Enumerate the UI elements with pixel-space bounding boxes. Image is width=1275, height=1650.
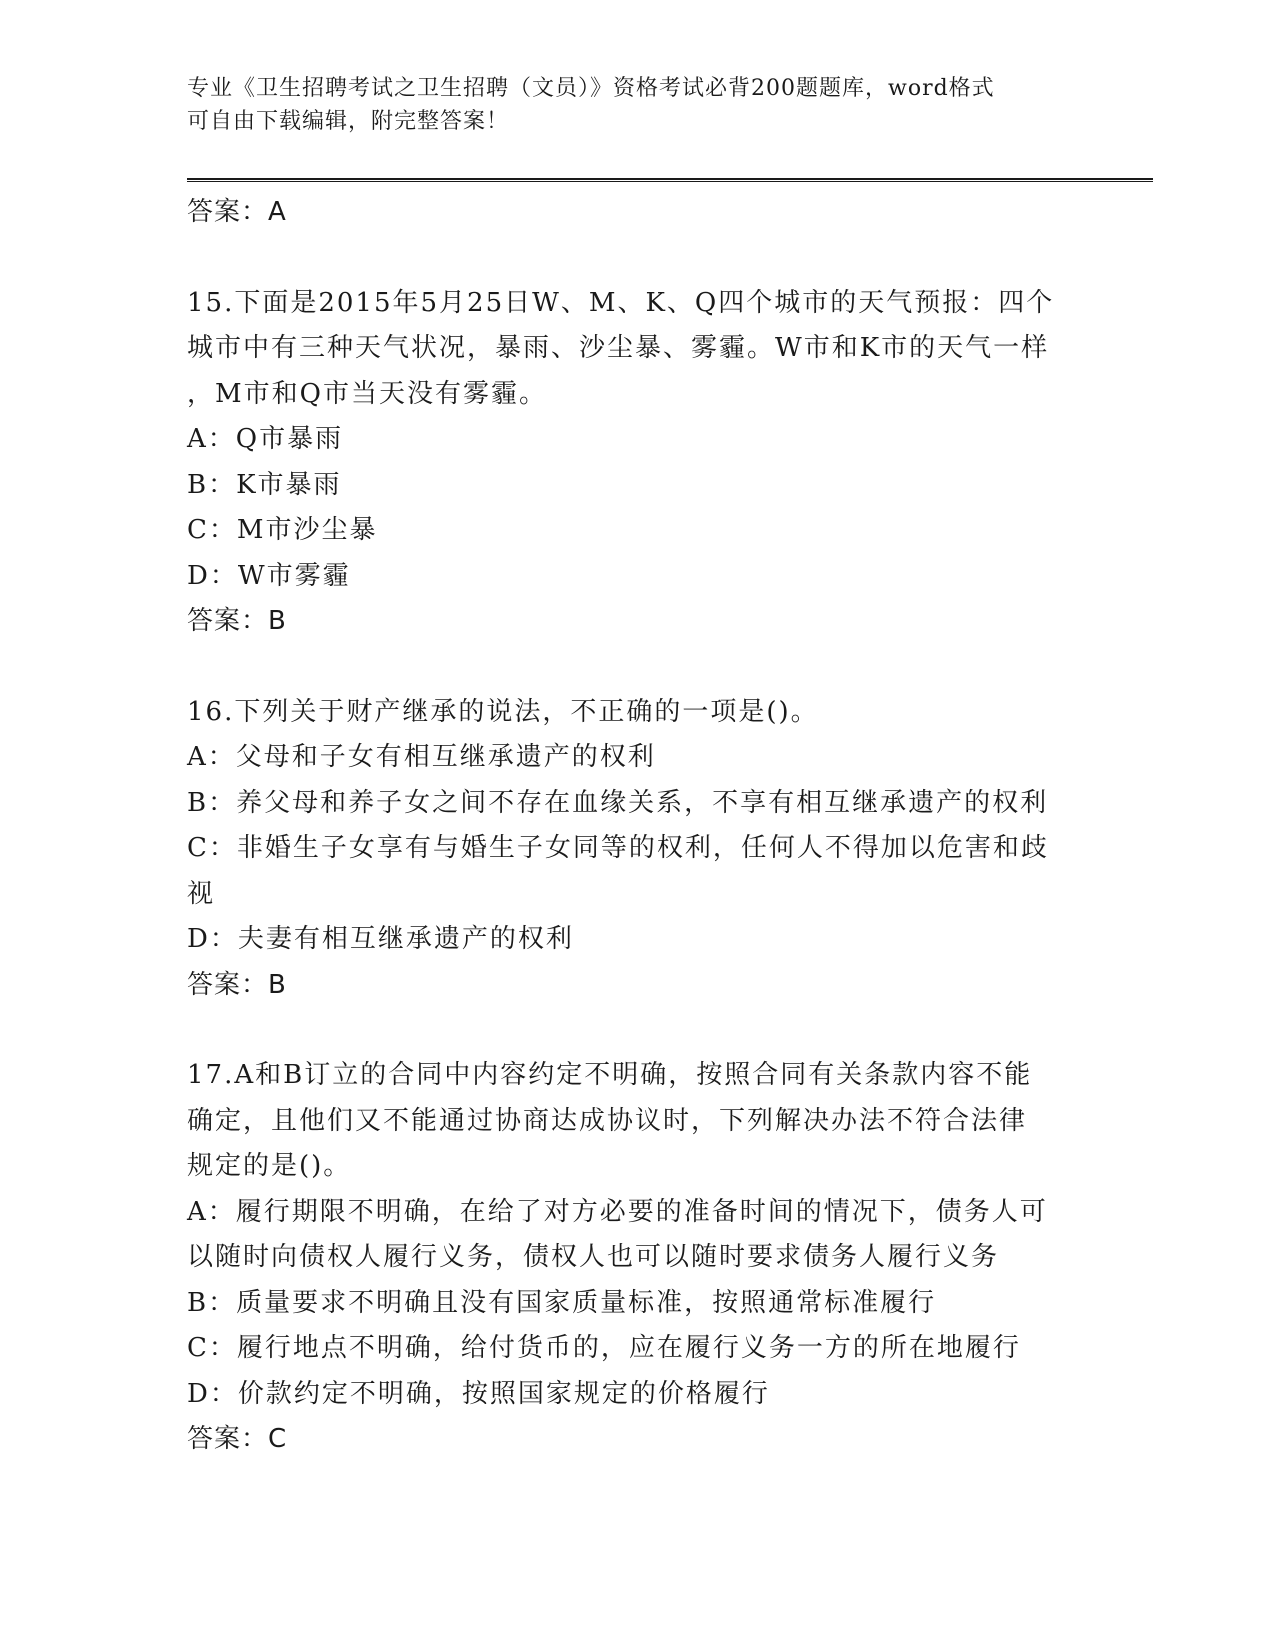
header-divider [187,178,1153,182]
question-stem-line: 17.A和B订立的合同中内容约定不明确，按照合同有关条款内容不能 [187,1060,1033,1090]
question-stem-line: 确定，且他们又不能通过协商达成协议时，下列解决办法不符合法律 [187,1105,1028,1136]
question-stem-line: 15.下面是2015年5月25日W、M、K、Q四个城市的天气预报：四个 [187,287,1055,318]
answer: 答案：C [187,1424,288,1454]
option-b: B：质量要求不明确且没有国家质量标准，按照通常标准履行 [187,1287,937,1318]
header-line-2: 可自由下载编辑，附完整答案！ [187,109,510,134]
page-header [187,72,1067,138]
question-16 [187,690,1087,1009]
question-stem-line: 16.下列关于财产继承的说法，不正确的一项是()。 [187,696,819,727]
spacer [187,1008,1087,1053]
previous-answer: 答案：A [187,197,287,227]
option-a-continued: 以随时向债权人履行义务，债权人也可以随时要求债务人履行义务 [187,1242,1000,1272]
question-list [187,190,1087,1463]
option-c: C：非婚生子女享有与婚生子女同等的权利，任何人不得加以危害和歧 [187,833,1049,863]
option-d: D：价款约定不明确，按照国家规定的价格履行 [187,1378,770,1409]
question-stem-line: 城市中有三种天气状况，暴雨、沙尘暴、雾霾。W市和K市的天气一样 [187,333,1050,363]
option-c-continued: 视 [187,878,216,909]
option-c: C：履行地点不明确，给付货币的，应在履行义务一方的所在地履行 [187,1333,1021,1363]
option-c: C：M市沙尘暴 [187,515,378,545]
question-17 [187,1053,1087,1463]
option-a: A：父母和子女有相互继承遗产的权利 [187,742,656,772]
option-a: A：履行期限不明确，在给了对方必要的准备时间的情况下，债务人可 [187,1196,1048,1227]
question-15 [187,281,1087,645]
answer: 答案：B [187,606,287,636]
option-b: B：K市暴雨 [187,469,342,500]
answer: 答案：B [187,969,287,1000]
header-line-1: 专业《卫生招聘考试之卫生招聘（文员）》资格考试必背200题题库，word格式 [187,76,995,101]
spacer [187,236,1087,281]
spacer [187,645,1087,690]
option-b: B：养父母和养子女之间不存在血缘关系，不享有相互继承遗产的权利 [187,787,1049,818]
question-stem-line: ，M市和Q市当天没有雾霾。 [187,378,547,409]
option-d: D：W市雾霾 [187,560,351,591]
option-d: D：夫妻有相互继承遗产的权利 [187,924,574,954]
option-a: A：Q市暴雨 [187,424,344,454]
question-stem-line: 规定的是()。 [187,1151,352,1181]
